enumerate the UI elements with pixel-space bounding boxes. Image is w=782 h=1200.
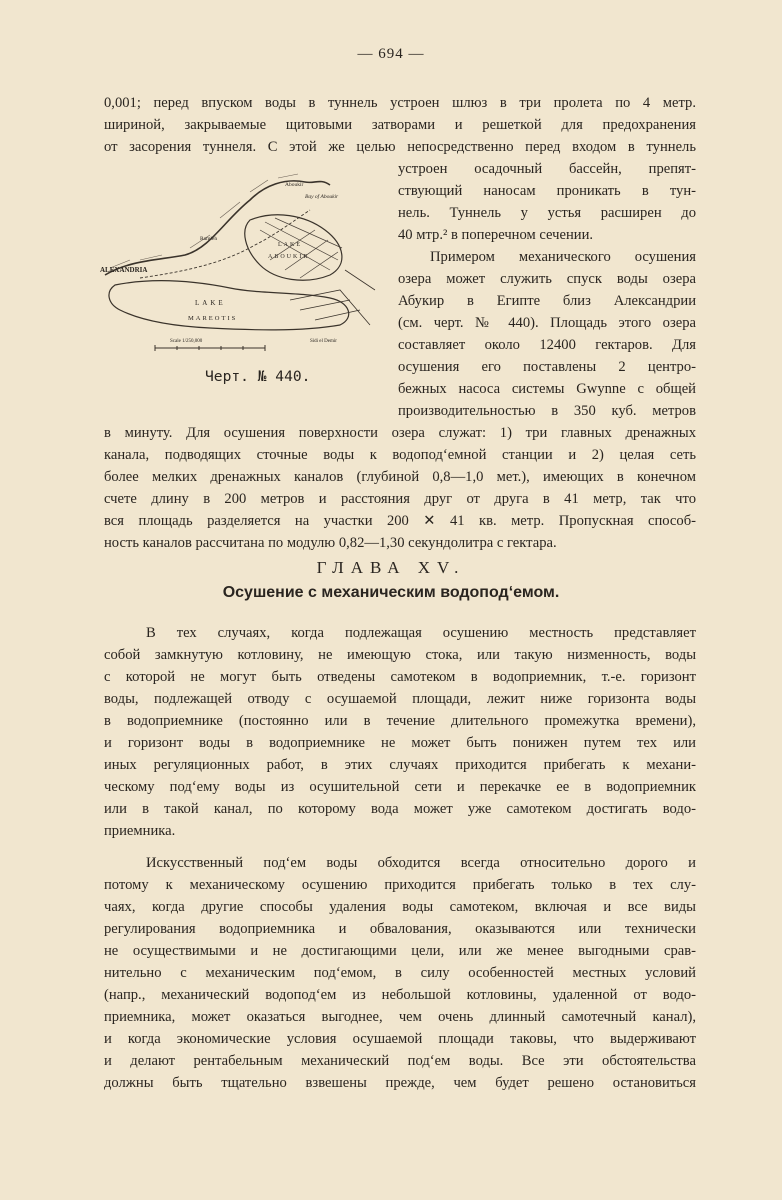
label-lake-mareotis-2: MAREOTIS xyxy=(188,315,238,322)
label-aboukir: Aboukir xyxy=(285,182,304,188)
label-lake-aboukir-2: ABOUKIR xyxy=(268,254,310,260)
text-line: и когда экономические условия осушаемой площади таковы, что выдерживают xyxy=(104,1031,696,1047)
section-title: Осушение с механическим водопод‘емом. xyxy=(222,584,560,601)
chapter-heading: ГЛАВА XV. xyxy=(316,558,466,577)
text-line: ность каналов рассчитана по модулю 0,82—1,30 секундолитра с гектара. xyxy=(104,535,557,551)
map-figure xyxy=(100,160,385,370)
label-scale: Scale 1/250,000 xyxy=(170,339,203,344)
text-line: 0,001; перед впуском воды в туннель устроен шлюз в три пролета по 4 метр. xyxy=(104,95,696,111)
text-line: должны быть тщательно взвешены прежде, чем будет решено остановиться xyxy=(104,1075,696,1091)
drainage-grid xyxy=(260,218,342,278)
text-line: приемника. xyxy=(104,823,176,839)
coastline xyxy=(105,181,330,275)
text-line: нель. Туннель у устья расширен до xyxy=(398,205,696,221)
text-line: или в такой канал, по которому вода может уже самотеком достигать водо- xyxy=(104,801,696,817)
text-line: бежных насоса системы Gwynne с общей xyxy=(398,381,696,397)
text-line: и горизонт воды в водоприемнике не может быть понижен путем тех или xyxy=(104,735,696,751)
text-line: в водоприемнике (постоянно или в течение длительного промежутка времени), xyxy=(104,713,696,729)
text-line: ствующий наносам проникать в тун- xyxy=(398,183,696,199)
label-bay: Bay of Aboukir xyxy=(305,194,339,200)
text-line: не осуществимыми и не достигающими цели, или же менее выгодными срав- xyxy=(104,943,696,959)
text-line: В тех случаях, когда подлежащая осушению местность представляет xyxy=(146,625,696,641)
text-line: и делают рентабельным механический под‘ем воды. Все эти обстоятельства xyxy=(104,1053,696,1069)
road-network xyxy=(290,270,375,325)
text-line: счете длину в 200 метров и расстояния друг от друга в 41 метр, так что xyxy=(104,491,696,507)
text-line: (см. черт. № 440). Площадь этого озера xyxy=(398,315,696,331)
label-lake-aboukir-1: LAKE xyxy=(278,242,302,248)
page-number: — 694 — xyxy=(357,46,425,62)
label-alexandria: ALEXANDRIA xyxy=(100,266,148,274)
label-sidi: Sidi el Demir xyxy=(310,339,337,344)
label-lake-mareotis-1: LAKE xyxy=(195,299,226,307)
text-line: собой замкнутую котловину, не имеющую стока, или такую низменность, воды xyxy=(104,647,696,663)
text-line: 40 мтр.² в поперечном сечении. xyxy=(398,227,594,243)
map-illustration xyxy=(100,160,385,370)
lake-mareotis xyxy=(109,281,349,330)
label-ramleh: Ramleh xyxy=(200,236,218,242)
text-line: нительно с механическим под‘емом, в силу особенностей местных условий xyxy=(104,965,696,981)
text-line: устроен осадочный бассейн, препят- xyxy=(398,161,696,177)
text-line: вся площадь разделяется на участки 200 ✕ 41 кв. метр. Пропускная способ- xyxy=(104,513,696,529)
text-line: ческому под‘ему воды из осушительной сети и перекачке ее в водоприемник xyxy=(104,779,696,795)
text-line: Искусственный под‘ем воды обходится всегда относительно дорого и xyxy=(146,855,696,871)
text-line: производительностью в 350 куб. метров xyxy=(398,403,696,419)
text-line: чаях, когда другие способы удаления воды самотеком, включая и все виды xyxy=(104,899,696,915)
text-line: шириной, закрываемые щитовыми затворами и решеткой для предохранения xyxy=(104,117,696,133)
text-line: Примером механического осушения xyxy=(430,249,696,265)
text-line: Абукир в Египте близ Александрии xyxy=(398,293,696,309)
text-line: иных регуляционных работ, в этих случаях приходится прибегать к механи- xyxy=(104,757,696,773)
figure-caption: Черт. № 440. xyxy=(205,368,311,385)
text-line: более мелких дренажных каналов (глубиной 0,8—1,0 мет.), имеющих в конечном xyxy=(104,469,696,485)
text-line: с которой не могут быть отведены самотеком в водоприемник, т.-е. горизонт xyxy=(104,669,696,685)
text-line: в минуту. Для осушения поверхности озера служат: 1) три главных дренажных xyxy=(104,425,696,441)
text-line: осушения его поставлены 2 центро- xyxy=(398,359,696,375)
text-line: (напр., механический водопод‘ем из небольшой котловины, удаленной от водо- xyxy=(104,987,696,1003)
text-line: от засорения туннеля. С этой же целью непосредственно перед входом в туннель xyxy=(104,139,696,155)
text-line: приемника, может оказаться выгоднее, чем очень длинный самотечный канал), xyxy=(104,1009,696,1025)
text-line: потому к механическому осушению приходится прибегать только в тех слу- xyxy=(104,877,696,893)
text-line: составляет около 12400 гектаров. Для xyxy=(398,337,696,353)
text-line: воды, подлежащей отводу с осушаемой площади, лежит ниже горизонта воды xyxy=(104,691,696,707)
text-line: канала, подводящих сточные воды к водопод‘емной станции и 2) целая сеть xyxy=(104,447,696,463)
text-line: озера может служить спуск воды озера xyxy=(398,271,696,287)
text-line: регулирования водоприемника и обвалования, оказываются или технически xyxy=(104,921,696,937)
